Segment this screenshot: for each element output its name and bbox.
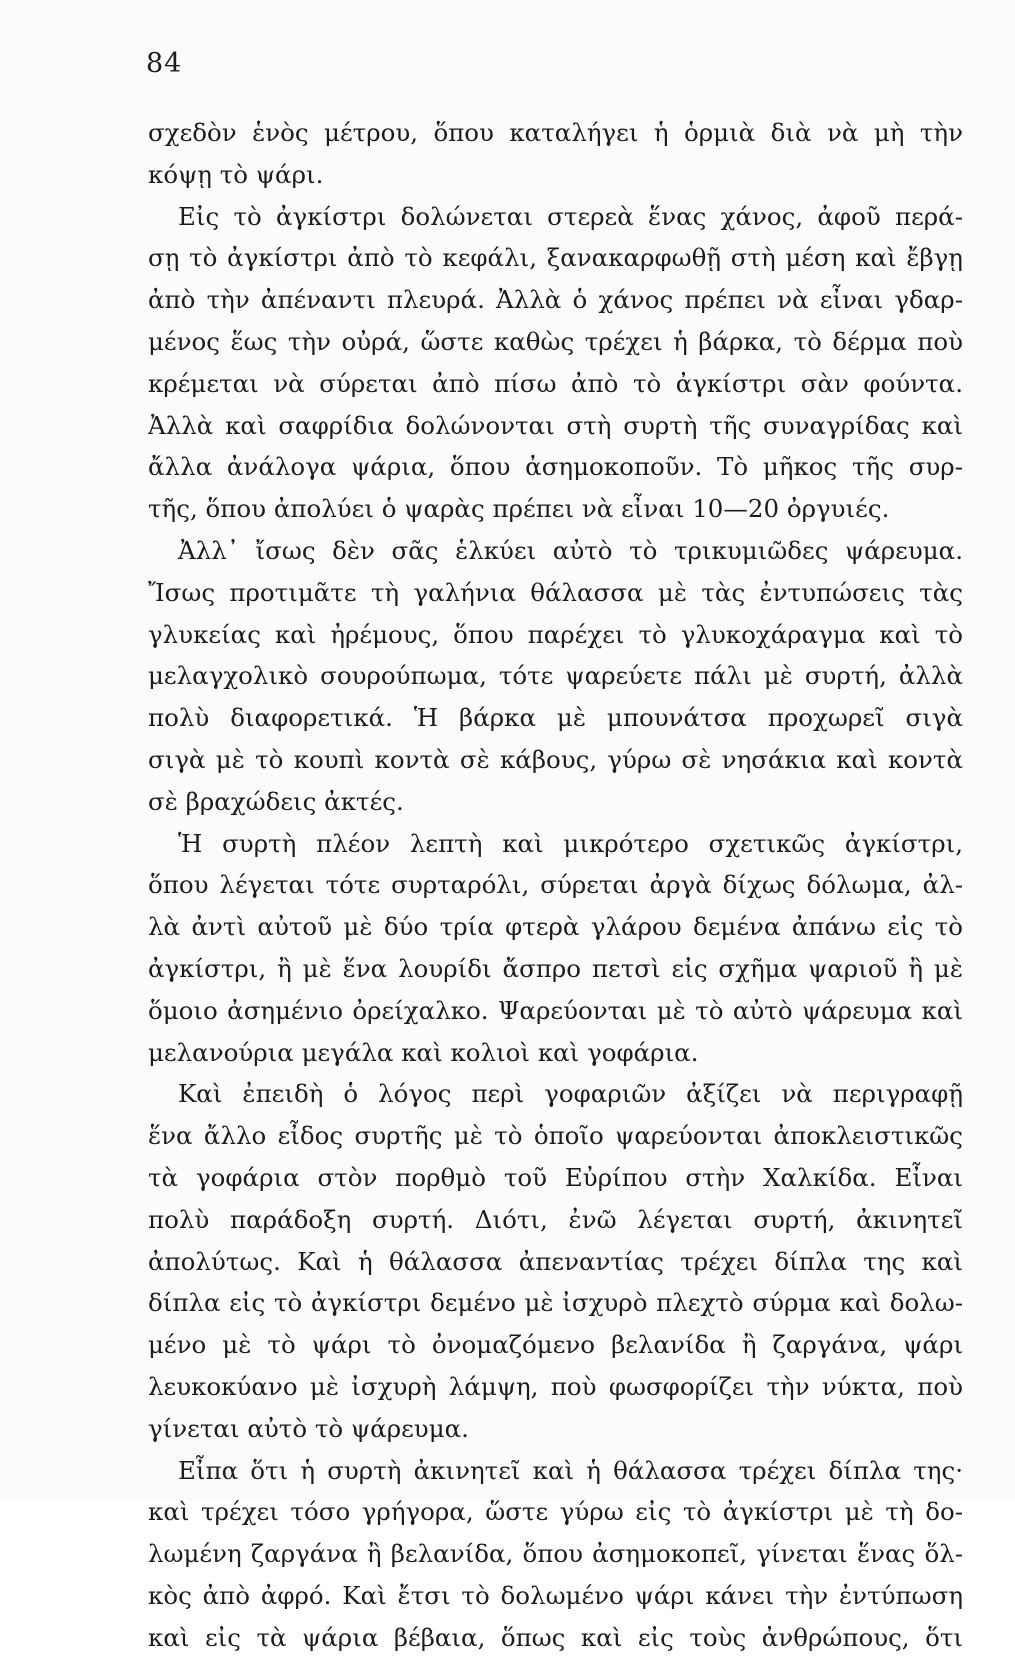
text-line: ὅμοιο ἀσημένιο ὀρείχαλκο. Ψαρεύονται μὲ τὸ αὐτὸ ψάρευμα καὶ: [148, 995, 963, 1025]
text-line: ἕνα ἄλλο εἶδος συρτῆς μὲ τὸ ὁποῖο ψαρεύονται ἀποκλειστικῶς: [148, 1121, 963, 1151]
text-line: Ἀλλὰ καὶ σαφρίδια δολώνονται στὴ συρτὴ τῆς συναγρίδας καὶ: [148, 410, 963, 440]
text-line: πολὺ διαφορετικά. Ἡ βάρκα μὲ μπουνάτσα προχωρεῖ σιγὰ: [148, 703, 963, 733]
text-line: γλυκείας καὶ ἠρέμους, ὅπου παρέχει τὸ γλυκοχάραγμα καὶ τὸ: [148, 619, 963, 649]
text-line: Καὶ ἐπειδὴ ὁ λόγος περὶ γοφαριῶν ἀξίζει νὰ περιγραφῇ: [178, 1079, 963, 1109]
text-line: λὰ ἀντὶ αὐτοῦ μὲ δύο τρία φτερὰ γλάρου δεμένα ἀπάνω εἰς τὸ: [148, 912, 963, 942]
text-line: ἄλλα ἀνάλογα ψάρια, ὅπου ἀσημοκοποῦν. Τὸ μῆκος τῆς συρ-: [148, 452, 963, 482]
text-line: γίνεται αὐτὸ τὸ ψάρευμα.: [148, 1413, 469, 1443]
text-line: ἀπολύτως. Καὶ ἡ θάλασσα ἀπεναντίας τρέχει δίπλα της καὶ: [148, 1246, 963, 1276]
text-line: μελαγχολικὸ σουρούπωμα, τότε ψαρεύετε πάλι μὲ συρτή, ἀλλὰ: [148, 661, 963, 691]
text-line: κρέμεται νὰ σύρεται ἀπὸ πίσω ἀπὸ τὸ ἀγκίστρι σὰν φούντα.: [148, 368, 963, 398]
text-line: Εἶπα ὅτι ἡ συρτὴ ἀκινητεῖ καὶ ἡ θάλασσα τρέχει δίπλα της·: [178, 1455, 963, 1485]
text-line: μένος ἕως τὴν οὐρά, ὥστε καθὼς τρέχει ἡ βάρκα, τὸ δέρμα ποὺ: [148, 326, 963, 356]
text-line: τῆς, ὅπου ἀπολύει ὁ ψαρὰς πρέπει νὰ εἶναι 10—20 ὀργυιές.: [148, 494, 890, 524]
text-line: καὶ εἰς τὰ ψάρια βέβαια, ὅπως καὶ εἰς τοὺς ἀνθρώπους, ὅτι: [148, 1622, 963, 1652]
text-line: ἀγκίστρι, ἢ μὲ ἕνα λουρίδι ἄσπρο πετσὶ εἰς σχῆμα ψαριοῦ ἢ μὲ: [148, 953, 963, 983]
text-line: ἀπὸ τὴν ἀπέναντι πλευρά. Ἀλλὰ ὁ χάνος πρέπει νὰ εἶναι γδαρ-: [148, 285, 963, 315]
text-line: τὰ γοφάρια στὸν πορθμὸ τοῦ Εὐρίπου στὴν Χαλκίδα. Εἶναι: [148, 1162, 963, 1192]
text-line: σχεδὸν ἑνὸς μέτρου, ὅπου καταλήγει ἡ ὁρμιὰ διὰ νὰ μὴ τὴν: [148, 118, 963, 147]
text-line: καὶ τρέχει τόσο γρήγορα, ὥστε γύρω εἰς τὸ ἀγκίστρι μὲ τὴ δο-: [148, 1497, 963, 1527]
text-line: λωμένη ζαργάνα ἢ βελανίδα, ὅπου ἀσημοκοπεῖ, γίνεται ἕνας ὅλ-: [148, 1539, 963, 1569]
text-line: σῃ τὸ ἀγκίστρι ἀπὸ τὸ κεφάλι, ξανακαρφωθῇ στὴ μέση καὶ ἔβγῃ: [148, 243, 963, 273]
text-line: ὅπου λέγεται τότε συρταρόλι, σύρεται ἀργὰ δίχως δόλωμα, ἀλ-: [148, 870, 963, 900]
text-line: κὸς ἀπὸ ἀφρό. Καὶ ἔτσι τὸ δολωμένο ψάρι κάνει τὴν ἐντύπωση: [148, 1580, 963, 1610]
text-line: Ἴσως προτιμᾶτε τὴ γαλήνια θάλασσα μὲ τὰς ἐντυπώσεις τὰς: [148, 577, 963, 607]
text-line: δίπλα εἰς τὸ ἀγκίστρι δεμένο μὲ ἰσχυρὸ πλεχτὸ σύρμα καὶ δολω-: [148, 1288, 963, 1318]
text-line: σὲ βραχώδεις ἀκτές.: [148, 786, 404, 816]
text-line: κόψῃ τὸ ψάρι.: [148, 159, 324, 189]
text-line: Ἡ συρτὴ πλέον λεπτὴ καὶ μικρότερο σχετικῶς ἀγκίστρι,: [178, 828, 963, 858]
text-line: Ἀλλ᾿ ἴσως δὲν σᾶς ἑλκύει αὐτὸ τὸ τρικυμιῶδες ψάρευμα.: [178, 535, 963, 565]
text-line: μελανούρια μεγάλα καὶ κολιοὶ καὶ γοφάρια.: [148, 1037, 699, 1067]
text-line: σιγὰ μὲ τὸ κουπὶ κοντὰ σὲ κάβους, γύρω σὲ νησάκια καὶ κοντὰ: [148, 744, 963, 774]
text-line: Εἰς τὸ ἀγκίστρι δολώνεται στερεὰ ἕνας χάνος, ἀφοῦ περά-: [178, 201, 963, 231]
text-line: λευκοκύανο μὲ ἰσχυρὴ λάμψη, ποὺ φωσφορίζει τὴν νύκτα, ποὺ: [148, 1371, 963, 1401]
text-line: μένο μὲ τὸ ψάρι τὸ ὀνομαζόμενο βελανίδα ἢ ζαργάνα, ψάρι: [148, 1330, 963, 1360]
body-text: [148, 112, 963, 1658]
text-line: πολὺ παράδοξη συρτή. Διότι, ἐνῶ λέγεται συρτή, ἀκινητεῖ: [148, 1204, 963, 1234]
page-number: 84: [146, 48, 183, 79]
